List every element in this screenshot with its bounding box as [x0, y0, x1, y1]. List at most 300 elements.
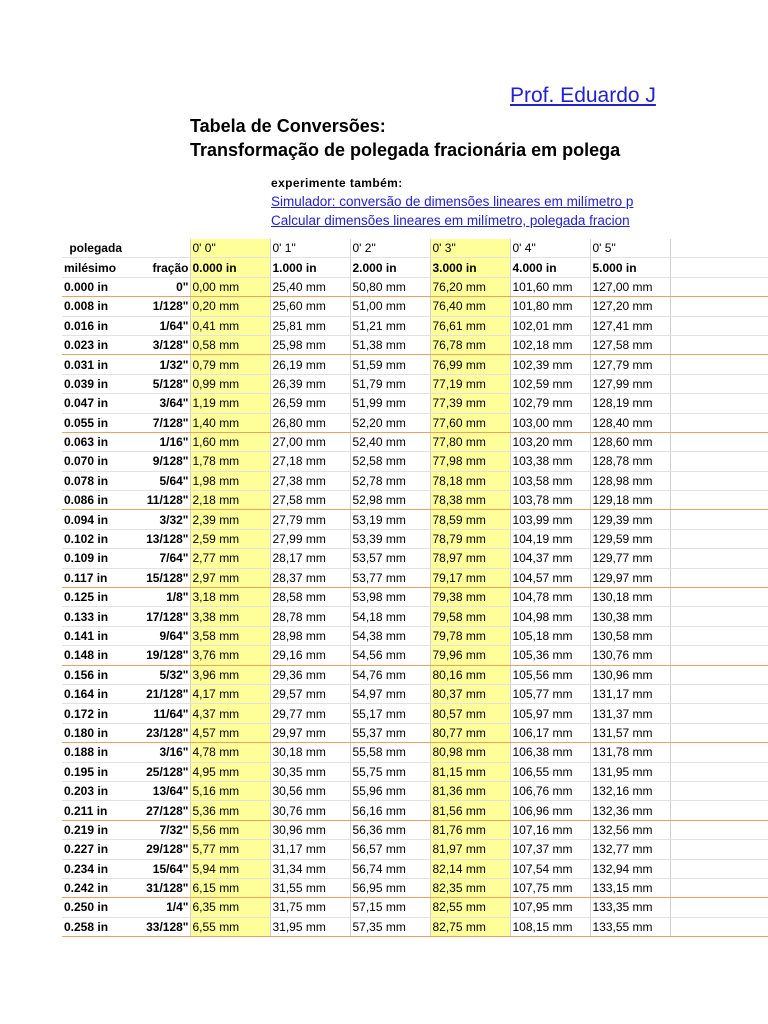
table-row: [62, 607, 768, 626]
table-row-cell: 130,18 mm: [590, 588, 670, 607]
table-row: [62, 723, 768, 742]
table-row-cell: 15/64": [128, 859, 190, 878]
empty-cell: [670, 743, 768, 762]
table-row-cell: 0.203 in: [62, 781, 128, 800]
table-row-cell: 78,59 mm: [430, 510, 510, 529]
table-row-cell: 101,80 mm: [510, 297, 590, 316]
table-row-cell: 79,38 mm: [430, 588, 510, 607]
table-row-cell: 6,15 mm: [190, 878, 270, 897]
table-row-cell: 1,60 mm: [190, 432, 270, 451]
table-row-cell: 130,76 mm: [590, 646, 670, 665]
table-row-cell: 0.117 in: [62, 568, 128, 587]
table-row-cell: 5/128": [128, 374, 190, 393]
table-row-cell: 104,37 mm: [510, 549, 590, 568]
table-row: [62, 762, 768, 781]
table-row-cell: 56,57 mm: [350, 840, 430, 859]
table-row-cell: 27,79 mm: [270, 510, 350, 529]
header-row-feet-cell: 0' 4": [510, 239, 590, 258]
table-row-cell: 132,56 mm: [590, 820, 670, 839]
table-row-cell: 25,40 mm: [270, 277, 350, 296]
table-row-cell: 31,17 mm: [270, 840, 350, 859]
table-row-cell: 53,39 mm: [350, 529, 430, 548]
table-row-cell: 132,36 mm: [590, 801, 670, 820]
table-row-cell: 82,14 mm: [430, 859, 510, 878]
table-row-cell: 3,58 mm: [190, 626, 270, 645]
table-row-cell: 128,78 mm: [590, 452, 670, 471]
table-row-cell: 54,38 mm: [350, 626, 430, 645]
table-row-cell: 0.172 in: [62, 704, 128, 723]
table-row-cell: 129,97 mm: [590, 568, 670, 587]
table-row-cell: 77,39 mm: [430, 394, 510, 413]
table-row-cell: 132,16 mm: [590, 781, 670, 800]
table-row-cell: 29/128": [128, 840, 190, 859]
table-row-cell: 26,59 mm: [270, 394, 350, 413]
empty-cell: [670, 297, 768, 316]
table-row-cell: 27,18 mm: [270, 452, 350, 471]
table-row-cell: 51,59 mm: [350, 355, 430, 374]
table-row-cell: 103,78 mm: [510, 491, 590, 510]
table-row: [62, 297, 768, 316]
table-row-cell: 4,78 mm: [190, 743, 270, 762]
empty-cell: [670, 723, 768, 742]
table-row-cell: 4,57 mm: [190, 723, 270, 742]
table-row: [62, 840, 768, 859]
empty-cell: [670, 491, 768, 510]
table-row-cell: 53,98 mm: [350, 588, 430, 607]
table-row-cell: 106,17 mm: [510, 723, 590, 742]
empty-cell: [670, 917, 768, 936]
table-row-cell: 5,56 mm: [190, 820, 270, 839]
table-row-cell: 21/128": [128, 684, 190, 703]
empty-cell: [670, 840, 768, 859]
empty-cell: [670, 355, 768, 374]
table-row-cell: 4,95 mm: [190, 762, 270, 781]
table-row-cell: 7/128": [128, 413, 190, 432]
table-row-cell: 131,17 mm: [590, 684, 670, 703]
table-row-cell: 0,00 mm: [190, 277, 270, 296]
table-row-cell: 105,18 mm: [510, 626, 590, 645]
table-row-cell: 80,77 mm: [430, 723, 510, 742]
table-row-cell: 25,60 mm: [270, 297, 350, 316]
header-row-feet-cell: 0' 2": [350, 239, 430, 258]
table-row-cell: 102,39 mm: [510, 355, 590, 374]
header-row-inches-cell: 1.000 in: [270, 258, 350, 277]
table-row-cell: 1,98 mm: [190, 471, 270, 490]
table-row-cell: 0.109 in: [62, 549, 128, 568]
table-row-cell: 108,15 mm: [510, 917, 590, 936]
table-row-cell: 129,77 mm: [590, 549, 670, 568]
table-row-cell: 28,17 mm: [270, 549, 350, 568]
table-row-cell: 54,18 mm: [350, 607, 430, 626]
table-row: [62, 355, 768, 374]
table-row-cell: 5,77 mm: [190, 840, 270, 859]
empty-cell: [670, 277, 768, 296]
empty-cell: [670, 665, 768, 684]
table-row-cell: 0.148 in: [62, 646, 128, 665]
table-row-cell: 6,55 mm: [190, 917, 270, 936]
table-row-cell: 103,00 mm: [510, 413, 590, 432]
table-row-cell: 0.094 in: [62, 510, 128, 529]
table-row-cell: 11/128": [128, 491, 190, 510]
table-row-cell: 3/16": [128, 743, 190, 762]
table-row-cell: 80,16 mm: [430, 665, 510, 684]
table-row-cell: 0.008 in: [62, 297, 128, 316]
table-row-cell: 51,21 mm: [350, 316, 430, 335]
table-row: [62, 568, 768, 587]
table-row: [62, 646, 768, 665]
table-row-cell: 0.195 in: [62, 762, 128, 781]
table-row-cell: 127,79 mm: [590, 355, 670, 374]
table-row-cell: 30,76 mm: [270, 801, 350, 820]
table-row-cell: 76,40 mm: [430, 297, 510, 316]
table-row-cell: 29,77 mm: [270, 704, 350, 723]
table-row-cell: 5/32": [128, 665, 190, 684]
table-row-cell: 102,59 mm: [510, 374, 590, 393]
table-row-cell: 3,96 mm: [190, 665, 270, 684]
header-row-inches-cell: 0.000 in: [190, 258, 270, 277]
empty-cell: [670, 781, 768, 800]
empty-cell: [670, 820, 768, 839]
table-row-cell: 31,55 mm: [270, 878, 350, 897]
table-row: [62, 413, 768, 432]
table-row: [62, 859, 768, 878]
table-row-cell: 0.070 in: [62, 452, 128, 471]
table-row-cell: 30,18 mm: [270, 743, 350, 762]
table-row-cell: 0.156 in: [62, 665, 128, 684]
table-row-cell: 104,78 mm: [510, 588, 590, 607]
table-row-cell: 107,37 mm: [510, 840, 590, 859]
table-row-cell: 76,61 mm: [430, 316, 510, 335]
table-row-cell: 105,56 mm: [510, 665, 590, 684]
table-row-cell: 0.039 in: [62, 374, 128, 393]
table-row-cell: 1/16": [128, 432, 190, 451]
table-row-cell: 56,74 mm: [350, 859, 430, 878]
table-row-cell: 5,36 mm: [190, 801, 270, 820]
table-row-cell: 1/128": [128, 297, 190, 316]
table-row-cell: 0.258 in: [62, 917, 128, 936]
table-row-cell: 2,39 mm: [190, 510, 270, 529]
table-row-cell: 28,58 mm: [270, 588, 350, 607]
table-row-cell: 3/128": [128, 335, 190, 354]
table-row-cell: 102,79 mm: [510, 394, 590, 413]
table-row-cell: 7/64": [128, 549, 190, 568]
empty-cell: [670, 859, 768, 878]
table-row-cell: 133,55 mm: [590, 917, 670, 936]
table-row-cell: 2,77 mm: [190, 549, 270, 568]
table-row-cell: 82,75 mm: [430, 917, 510, 936]
table-row-cell: 9/64": [128, 626, 190, 645]
table-row-cell: 0.227 in: [62, 840, 128, 859]
table-row-cell: 25/128": [128, 762, 190, 781]
table-row: [62, 529, 768, 548]
table-row-cell: 76,78 mm: [430, 335, 510, 354]
table-row: [62, 684, 768, 703]
table-row-cell: 3,38 mm: [190, 607, 270, 626]
table-row-cell: 0,99 mm: [190, 374, 270, 393]
empty-cell: [670, 568, 768, 587]
table-row-cell: 106,76 mm: [510, 781, 590, 800]
table-row-cell: 29,97 mm: [270, 723, 350, 742]
table-row: [62, 452, 768, 471]
table-row-cell: 107,16 mm: [510, 820, 590, 839]
table-row-cell: 55,58 mm: [350, 743, 430, 762]
table-row-cell: 133,35 mm: [590, 898, 670, 917]
table-row: [62, 704, 768, 723]
table-row-cell: 131,95 mm: [590, 762, 670, 781]
empty-cell: [670, 878, 768, 897]
table-row-cell: 1/4": [128, 898, 190, 917]
table-row-cell: 3/64": [128, 394, 190, 413]
table-row-cell: 28,78 mm: [270, 607, 350, 626]
table-row-cell: 103,99 mm: [510, 510, 590, 529]
table-row-cell: 127,00 mm: [590, 277, 670, 296]
table-row-cell: 29,57 mm: [270, 684, 350, 703]
table-row-cell: 0.188 in: [62, 743, 128, 762]
table-row: [62, 549, 768, 568]
table-row-cell: 78,38 mm: [430, 491, 510, 510]
table-row-cell: 55,75 mm: [350, 762, 430, 781]
header-row-inches: [62, 258, 768, 277]
table-row-cell: 82,55 mm: [430, 898, 510, 917]
table-row-cell: 0.219 in: [62, 820, 128, 839]
empty-cell: [670, 684, 768, 703]
empty-cell: [670, 762, 768, 781]
table-row: [62, 898, 768, 917]
table-row-cell: 77,98 mm: [430, 452, 510, 471]
table-row-cell: 0,20 mm: [190, 297, 270, 316]
table-row-cell: 131,37 mm: [590, 704, 670, 723]
empty-cell: [670, 471, 768, 490]
table-row-cell: 29,36 mm: [270, 665, 350, 684]
table-row-cell: 0.180 in: [62, 723, 128, 742]
table-row-cell: 102,18 mm: [510, 335, 590, 354]
table-row-cell: 128,98 mm: [590, 471, 670, 490]
table-row-cell: 57,35 mm: [350, 917, 430, 936]
page-title: Tabela de Conversões:: [190, 116, 386, 136]
table-row-cell: 1,40 mm: [190, 413, 270, 432]
table-row-cell: 4,17 mm: [190, 684, 270, 703]
table-row: [62, 491, 768, 510]
table-row-cell: 0.242 in: [62, 878, 128, 897]
table-row-cell: 127,20 mm: [590, 297, 670, 316]
table-row: [62, 626, 768, 645]
table-row: [62, 510, 768, 529]
empty-cell: [670, 898, 768, 917]
table-row-cell: 127,58 mm: [590, 335, 670, 354]
table-row-cell: 11/64": [128, 704, 190, 723]
table-row-cell: 1/32": [128, 355, 190, 374]
header-row-inches-cell: milésimo: [62, 258, 128, 277]
table-row-cell: 0.000 in: [62, 277, 128, 296]
table-row-cell: 104,98 mm: [510, 607, 590, 626]
table-row-cell: 81,97 mm: [430, 840, 510, 859]
table-row-cell: 0.102 in: [62, 529, 128, 548]
table-row-cell: 5,94 mm: [190, 859, 270, 878]
table-row-cell: 3,18 mm: [190, 588, 270, 607]
table-row-cell: 128,19 mm: [590, 394, 670, 413]
empty-cell: [670, 588, 768, 607]
calculator-link[interactable]: Calcular dimensões lineares em milímetro, polegada fracion: [271, 213, 630, 228]
table-row-cell: 0.047 in: [62, 394, 128, 413]
table-row-cell: 76,99 mm: [430, 355, 510, 374]
table-row-cell: 0.141 in: [62, 626, 128, 645]
table-row-cell: 130,58 mm: [590, 626, 670, 645]
table-row-cell: 0,79 mm: [190, 355, 270, 374]
table-row-cell: 107,95 mm: [510, 898, 590, 917]
empty-cell: [670, 316, 768, 335]
table-row-cell: 107,54 mm: [510, 859, 590, 878]
table-row-cell: 0": [128, 277, 190, 296]
header-row-inches-cell: fração: [128, 258, 190, 277]
table-row-cell: 131,57 mm: [590, 723, 670, 742]
table-row-cell: 0.086 in: [62, 491, 128, 510]
table-row-cell: 15/128": [128, 568, 190, 587]
table-row-cell: 6,35 mm: [190, 898, 270, 917]
table-row-cell: 51,99 mm: [350, 394, 430, 413]
table-row-cell: 55,17 mm: [350, 704, 430, 723]
table-row-cell: 1,78 mm: [190, 452, 270, 471]
empty-cell: [670, 549, 768, 568]
table-row-cell: 0.211 in: [62, 801, 128, 820]
table-row-cell: 55,96 mm: [350, 781, 430, 800]
empty-cell: [670, 529, 768, 548]
table-row-cell: 106,96 mm: [510, 801, 590, 820]
table-row-cell: 0.055 in: [62, 413, 128, 432]
table-row-cell: 0.023 in: [62, 335, 128, 354]
table-row-cell: 101,60 mm: [510, 277, 590, 296]
table-row-cell: 51,00 mm: [350, 297, 430, 316]
table-row-cell: 2,59 mm: [190, 529, 270, 548]
table-row-cell: 9/128": [128, 452, 190, 471]
conversion-table: [62, 239, 768, 937]
empty-cell: [670, 432, 768, 451]
table-row-cell: 54,56 mm: [350, 646, 430, 665]
table-row-cell: 81,56 mm: [430, 801, 510, 820]
author-link[interactable]: Prof. Eduardo J: [510, 84, 656, 107]
empty-cell: [670, 607, 768, 626]
table-row: [62, 917, 768, 936]
table-row-cell: 128,40 mm: [590, 413, 670, 432]
table-row-cell: 27,99 mm: [270, 529, 350, 548]
table-row-cell: 81,15 mm: [430, 762, 510, 781]
table-row-cell: 80,98 mm: [430, 743, 510, 762]
table-row-cell: 57,15 mm: [350, 898, 430, 917]
table-row-cell: 105,97 mm: [510, 704, 590, 723]
table-row-cell: 0.031 in: [62, 355, 128, 374]
table-row-cell: 30,96 mm: [270, 820, 350, 839]
table-row-cell: 7/32": [128, 820, 190, 839]
table-row-cell: 81,36 mm: [430, 781, 510, 800]
table-row-cell: 0.234 in: [62, 859, 128, 878]
table-row-cell: 54,97 mm: [350, 684, 430, 703]
table-row-cell: 0.133 in: [62, 607, 128, 626]
table-row-cell: 80,37 mm: [430, 684, 510, 703]
table-row-cell: 131,78 mm: [590, 743, 670, 762]
table-row-cell: 31,34 mm: [270, 859, 350, 878]
table-row-cell: 52,20 mm: [350, 413, 430, 432]
table-row-cell: 3/32": [128, 510, 190, 529]
empty-cell: [670, 413, 768, 432]
table-row-cell: 56,95 mm: [350, 878, 430, 897]
table-row-cell: 105,77 mm: [510, 684, 590, 703]
table-row-cell: 17/128": [128, 607, 190, 626]
table-row-cell: 2,18 mm: [190, 491, 270, 510]
header-row-feet-cell: [128, 239, 190, 258]
table-row-cell: 80,57 mm: [430, 704, 510, 723]
table-row-cell: 29,16 mm: [270, 646, 350, 665]
table-row-cell: 1/8": [128, 588, 190, 607]
table-row-cell: 27,00 mm: [270, 432, 350, 451]
table-row-cell: 27,38 mm: [270, 471, 350, 490]
table-row-cell: 0.125 in: [62, 588, 128, 607]
table-row-cell: 78,18 mm: [430, 471, 510, 490]
table-row-cell: 0.250 in: [62, 898, 128, 917]
empty-cell: [670, 626, 768, 645]
table-row-cell: 78,79 mm: [430, 529, 510, 548]
table-row-cell: 23/128": [128, 723, 190, 742]
table-row-cell: 77,80 mm: [430, 432, 510, 451]
table-row: [62, 588, 768, 607]
table-row-cell: 104,19 mm: [510, 529, 590, 548]
simulator-link[interactable]: Simulador: conversão de dimensões lineares em milímetro p: [271, 194, 634, 209]
table-row: [62, 665, 768, 684]
table-row-cell: 1,19 mm: [190, 394, 270, 413]
table-row-cell: 50,80 mm: [350, 277, 430, 296]
table-row-cell: 28,37 mm: [270, 568, 350, 587]
table-row-cell: 4,37 mm: [190, 704, 270, 723]
table-row-cell: 0.063 in: [62, 432, 128, 451]
table-row: [62, 471, 768, 490]
table-row-cell: 107,75 mm: [510, 878, 590, 897]
empty-cell: [670, 704, 768, 723]
table-row-cell: 26,19 mm: [270, 355, 350, 374]
table-row-cell: 31,75 mm: [270, 898, 350, 917]
header-row-inches-cell: 5.000 in: [590, 258, 670, 277]
table-row-cell: 105,36 mm: [510, 646, 590, 665]
table-row: [62, 820, 768, 839]
table-row-cell: 0.164 in: [62, 684, 128, 703]
table-row-cell: 55,37 mm: [350, 723, 430, 742]
table-row-cell: 31,95 mm: [270, 917, 350, 936]
table-row-cell: 26,80 mm: [270, 413, 350, 432]
table-row-cell: 5/64": [128, 471, 190, 490]
table-row: [62, 277, 768, 296]
table-row-cell: 0.078 in: [62, 471, 128, 490]
table-row-cell: 52,98 mm: [350, 491, 430, 510]
empty-cell: [670, 258, 768, 277]
table-row-cell: 78,97 mm: [430, 549, 510, 568]
empty-cell: [670, 452, 768, 471]
header-row-feet-cell: 0' 3": [430, 239, 510, 258]
header-row-feet-cell: polegada: [62, 239, 128, 258]
table-row-cell: 53,77 mm: [350, 568, 430, 587]
empty-cell: [670, 239, 768, 258]
table-row-cell: 27,58 mm: [270, 491, 350, 510]
table-row-cell: 13/128": [128, 529, 190, 548]
table-row-cell: 52,40 mm: [350, 432, 430, 451]
table-row-cell: 28,98 mm: [270, 626, 350, 645]
empty-cell: [670, 510, 768, 529]
table-row-cell: 51,38 mm: [350, 335, 430, 354]
table-row: [62, 781, 768, 800]
table-row-cell: 52,78 mm: [350, 471, 430, 490]
try-also-label: experimente também:: [271, 176, 403, 190]
table-row-cell: 129,59 mm: [590, 529, 670, 548]
table-row-cell: 102,01 mm: [510, 316, 590, 335]
table-row: [62, 878, 768, 897]
table-row-cell: 77,60 mm: [430, 413, 510, 432]
table-row-cell: 77,19 mm: [430, 374, 510, 393]
